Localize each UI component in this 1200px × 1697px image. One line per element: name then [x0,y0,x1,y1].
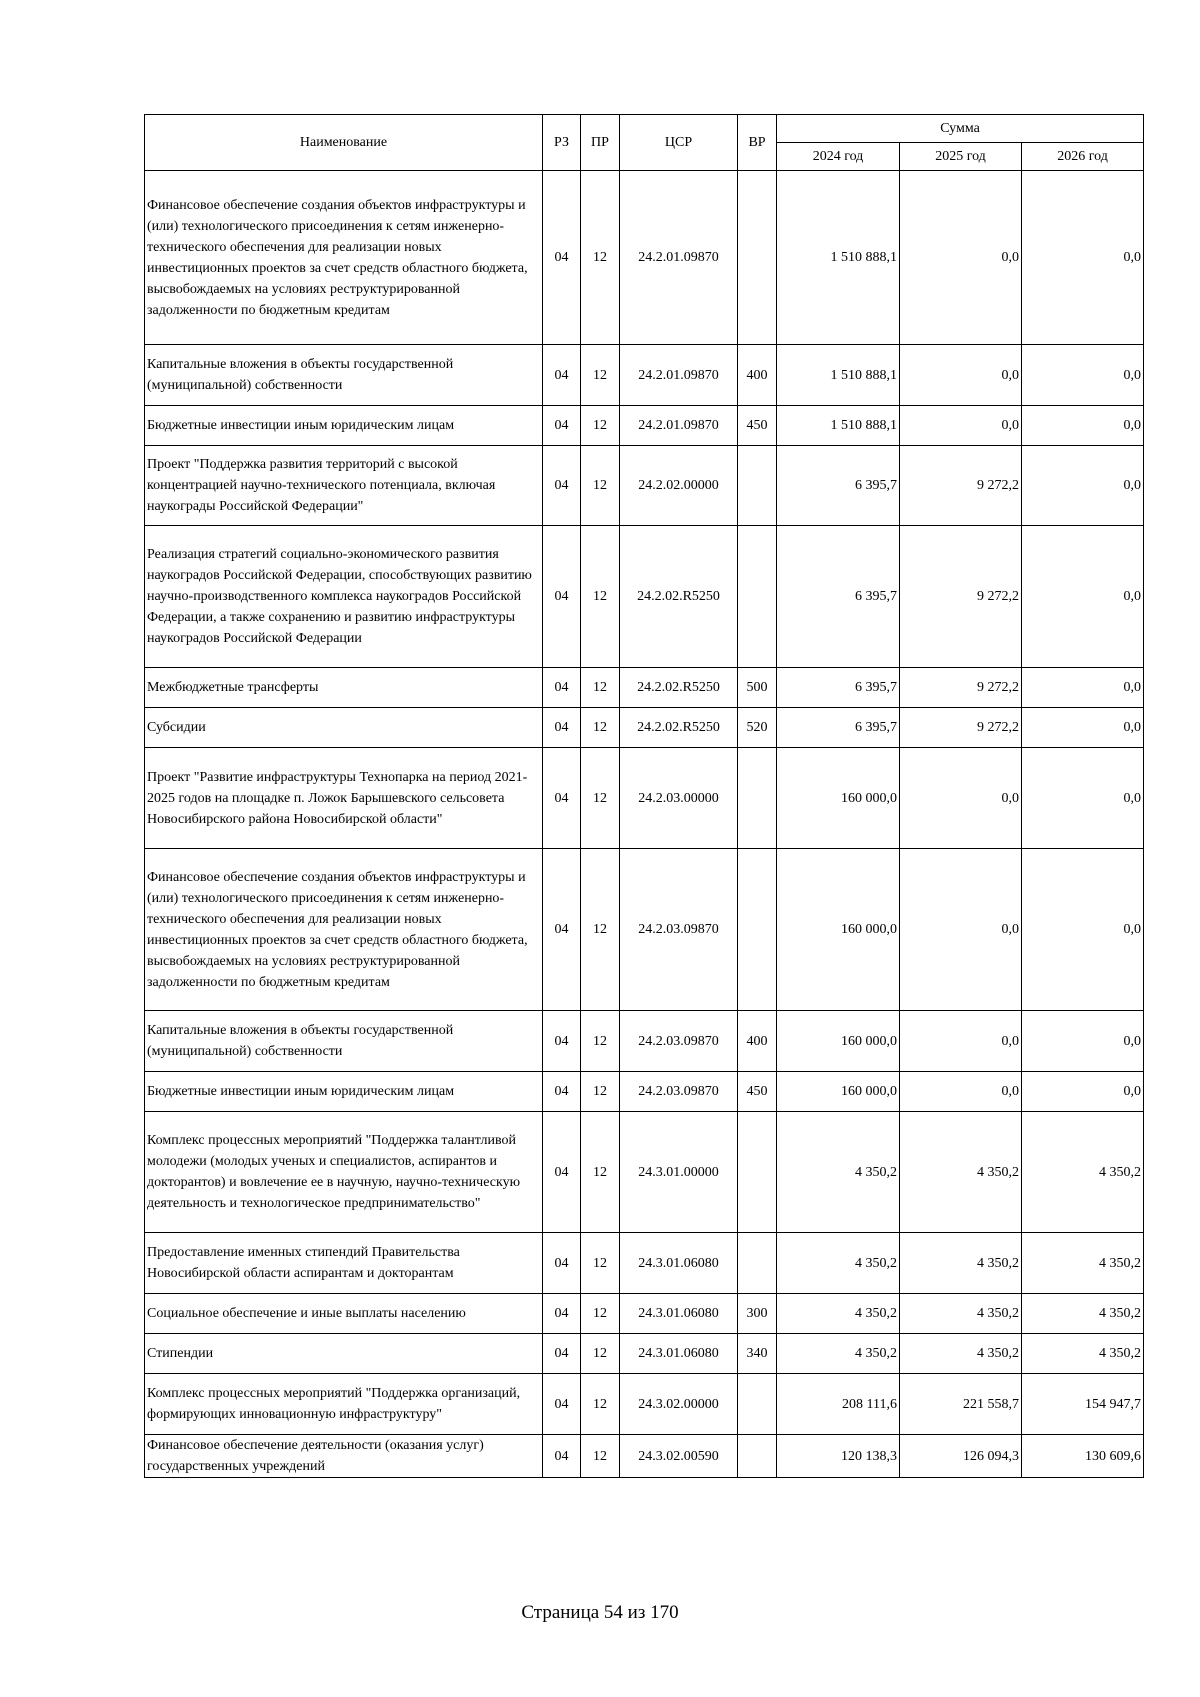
row-name: Капитальные вложения в объекты государственной (муниципальной) собственности [145,1011,543,1072]
row-csr: 24.2.03.09870 [620,849,738,1011]
row-sum-2024: 6 395,7 [777,708,900,748]
row-name: Бюджетные инвестиции иным юридическим лицам [145,1072,543,1112]
table-header [145,115,1144,171]
row-rz: 04 [543,1011,581,1072]
row-sum-2025: 9 272,2 [900,526,1022,668]
header-csr: ЦСР [620,115,738,171]
row-rz: 04 [543,708,581,748]
row-name: Стипендии [145,1334,543,1374]
row-sum-2026: 0,0 [1022,171,1144,345]
row-vr [738,849,777,1011]
table-row [145,345,1144,406]
row-vr [738,1374,777,1435]
row-csr: 24.2.01.09870 [620,406,738,446]
row-vr: 450 [738,406,777,446]
row-rz: 04 [543,171,581,345]
row-pr: 12 [581,446,620,526]
row-vr: 400 [738,1011,777,1072]
row-name: Субсидии [145,708,543,748]
row-csr: 24.3.01.06080 [620,1233,738,1294]
row-sum-2026: 4 350,2 [1022,1334,1144,1374]
row-pr: 12 [581,1334,620,1374]
row-pr: 12 [581,345,620,406]
row-sum-2024: 160 000,0 [777,1011,900,1072]
header-pr: ПР [581,115,620,171]
row-name: Комплекс процессных мероприятий "Поддержка талантливой молодежи (молодых ученых и специалистов, аспирантов и докторантов) и вовлечение ее в научную, научно-техническую деятельность и технологическое предпринимательство" [145,1112,543,1233]
row-vr: 500 [738,668,777,708]
row-name: Капитальные вложения в объекты государственной (муниципальной) собственности [145,345,543,406]
row-vr [738,748,777,849]
row-pr: 12 [581,748,620,849]
row-sum-2024: 6 395,7 [777,668,900,708]
row-sum-2024: 6 395,7 [777,526,900,668]
header-year-2026: 2026 год [1022,143,1144,171]
row-sum-2024: 1 510 888,1 [777,345,900,406]
row-vr [738,1435,777,1478]
row-name: Проект "Поддержка развития территорий с высокой концентрацией научно-технического потенциала, включая наукограды Российской Федерации" [145,446,543,526]
table-row [145,171,1144,345]
row-rz: 04 [543,668,581,708]
row-rz: 04 [543,345,581,406]
header-rz: РЗ [543,115,581,171]
row-sum-2024: 1 510 888,1 [777,406,900,446]
row-sum-2026: 0,0 [1022,748,1144,849]
row-name: Финансовое обеспечение деятельности (оказания услуг) государственных учреждений [145,1435,543,1478]
table-row [145,1294,1144,1334]
row-vr [738,1112,777,1233]
table-row [145,446,1144,526]
row-vr: 450 [738,1072,777,1112]
page-number: Страница 54 из 170 [521,1602,679,1623]
row-rz: 04 [543,1233,581,1294]
row-rz: 04 [543,1112,581,1233]
header-name: Наименование [145,115,543,171]
row-sum-2025: 0,0 [900,406,1022,446]
row-csr: 24.2.03.09870 [620,1011,738,1072]
row-pr: 12 [581,708,620,748]
row-sum-2026: 130 609,6 [1022,1435,1144,1478]
row-name: Проект "Развитие инфраструктуры Технопарка на период 2021-2025 годов на площадке п. Ложок Барышевского сельсовета Новосибирского района Новосибирской области" [145,748,543,849]
row-vr: 300 [738,1294,777,1334]
row-sum-2026: 0,0 [1022,668,1144,708]
row-pr: 12 [581,1072,620,1112]
row-name: Межбюджетные трансферты [145,668,543,708]
row-rz: 04 [543,849,581,1011]
row-sum-2026: 4 350,2 [1022,1112,1144,1233]
row-vr [738,171,777,345]
row-csr: 24.3.01.00000 [620,1112,738,1233]
row-sum-2025: 0,0 [900,1072,1022,1112]
row-rz: 04 [543,446,581,526]
row-sum-2025: 4 350,2 [900,1233,1022,1294]
row-vr [738,446,777,526]
row-name: Финансовое обеспечение создания объектов инфраструктуры и (или) технологического присоединения к сетям инженерно-технического обеспечения для реализации новых инвестиционных проектов за счет средств областного бюджета, высвобождаемых на условиях реструктурированной задолженности по бюджетным кредитам [145,171,543,345]
row-csr: 24.3.01.06080 [620,1334,738,1374]
row-rz: 04 [543,406,581,446]
header-vr: ВР [738,115,777,171]
table-row [145,849,1144,1011]
row-pr: 12 [581,668,620,708]
row-pr: 12 [581,1435,620,1478]
table-row [145,1374,1144,1435]
table-row [145,1435,1144,1478]
row-vr: 520 [738,708,777,748]
row-sum-2024: 6 395,7 [777,446,900,526]
header-year-2024: 2024 год [777,143,900,171]
row-sum-2026: 0,0 [1022,1011,1144,1072]
row-sum-2024: 160 000,0 [777,748,900,849]
row-sum-2025: 0,0 [900,345,1022,406]
row-sum-2026: 0,0 [1022,526,1144,668]
header-year-2025: 2025 год [900,143,1022,171]
table-row [145,1233,1144,1294]
row-name: Реализация стратегий социально-экономического развития наукоградов Российской Федерации, способствующих развитию научно-производственного комплекса наукоградов Российской Федерации, а также сохранению и развитию инфраструктуры наукоградов Российской Федерации [145,526,543,668]
row-csr: 24.2.02.R5250 [620,526,738,668]
row-csr: 24.2.02.00000 [620,446,738,526]
row-sum-2025: 9 272,2 [900,446,1022,526]
row-sum-2025: 4 350,2 [900,1112,1022,1233]
row-pr: 12 [581,406,620,446]
row-csr: 24.2.01.09870 [620,171,738,345]
row-sum-2026: 4 350,2 [1022,1233,1144,1294]
table-row [145,1072,1144,1112]
row-vr: 400 [738,345,777,406]
row-sum-2026: 0,0 [1022,708,1144,748]
row-csr: 24.2.02.R5250 [620,708,738,748]
row-sum-2026: 0,0 [1022,849,1144,1011]
row-sum-2024: 4 350,2 [777,1233,900,1294]
row-name: Предоставление именных стипендий Правительства Новосибирской области аспирантам и докторантам [145,1233,543,1294]
row-rz: 04 [543,748,581,849]
row-name: Бюджетные инвестиции иным юридическим лицам [145,406,543,446]
row-rz: 04 [543,1334,581,1374]
row-rz: 04 [543,1294,581,1334]
row-csr: 24.2.03.09870 [620,1072,738,1112]
row-vr: 340 [738,1334,777,1374]
row-sum-2025: 0,0 [900,849,1022,1011]
row-vr [738,526,777,668]
row-sum-2025: 0,0 [900,1011,1022,1072]
row-pr: 12 [581,1233,620,1294]
row-sum-2026: 4 350,2 [1022,1294,1144,1334]
row-csr: 24.3.02.00000 [620,1374,738,1435]
row-sum-2026: 0,0 [1022,446,1144,526]
row-sum-2025: 9 272,2 [900,668,1022,708]
row-csr: 24.3.02.00590 [620,1435,738,1478]
row-sum-2025: 0,0 [900,748,1022,849]
header-sum: Сумма [777,115,1144,143]
row-pr: 12 [581,1294,620,1334]
row-sum-2025: 4 350,2 [900,1294,1022,1334]
row-csr: 24.2.01.09870 [620,345,738,406]
row-sum-2024: 160 000,0 [777,1072,900,1112]
row-vr [738,1233,777,1294]
table-row [145,406,1144,446]
row-sum-2026: 0,0 [1022,406,1144,446]
row-name: Финансовое обеспечение создания объектов инфраструктуры и (или) технологического присоединения к сетям инженерно-технического обеспечения для реализации новых инвестиционных проектов за счет средств областного бюджета, высвобождаемых на условиях реструктурированной задолженности по бюджетным кредитам [145,849,543,1011]
table-row [145,526,1144,668]
table-row [145,668,1144,708]
table-row [145,1334,1144,1374]
row-sum-2025: 4 350,2 [900,1334,1022,1374]
row-sum-2024: 4 350,2 [777,1294,900,1334]
row-rz: 04 [543,1374,581,1435]
table-row [145,748,1144,849]
table-row [145,1112,1144,1233]
row-name: Социальное обеспечение и иные выплаты населению [145,1294,543,1334]
row-sum-2025: 0,0 [900,171,1022,345]
row-pr: 12 [581,171,620,345]
row-sum-2025: 9 272,2 [900,708,1022,748]
row-csr: 24.3.01.06080 [620,1294,738,1334]
row-sum-2024: 4 350,2 [777,1112,900,1233]
row-rz: 04 [543,1072,581,1112]
row-pr: 12 [581,849,620,1011]
row-sum-2024: 120 138,3 [777,1435,900,1478]
row-csr: 24.2.03.00000 [620,748,738,849]
row-sum-2024: 208 111,6 [777,1374,900,1435]
row-sum-2025: 126 094,3 [900,1435,1022,1478]
row-csr: 24.2.02.R5250 [620,668,738,708]
row-sum-2024: 160 000,0 [777,849,900,1011]
row-rz: 04 [543,1435,581,1478]
table-body [145,171,1144,1478]
row-name: Комплекс процессных мероприятий "Поддержка организаций, формирующих инновационную инфраструктуру" [145,1374,543,1435]
row-pr: 12 [581,1112,620,1233]
row-pr: 12 [581,526,620,668]
row-sum-2026: 0,0 [1022,345,1144,406]
table-row [145,1011,1144,1072]
row-sum-2026: 154 947,7 [1022,1374,1144,1435]
row-sum-2024: 1 510 888,1 [777,171,900,345]
table-row [145,708,1144,748]
row-sum-2024: 4 350,2 [777,1334,900,1374]
row-pr: 12 [581,1011,620,1072]
row-pr: 12 [581,1374,620,1435]
row-rz: 04 [543,526,581,668]
row-sum-2025: 221 558,7 [900,1374,1022,1435]
budget-table [144,114,1144,1478]
row-sum-2026: 0,0 [1022,1072,1144,1112]
